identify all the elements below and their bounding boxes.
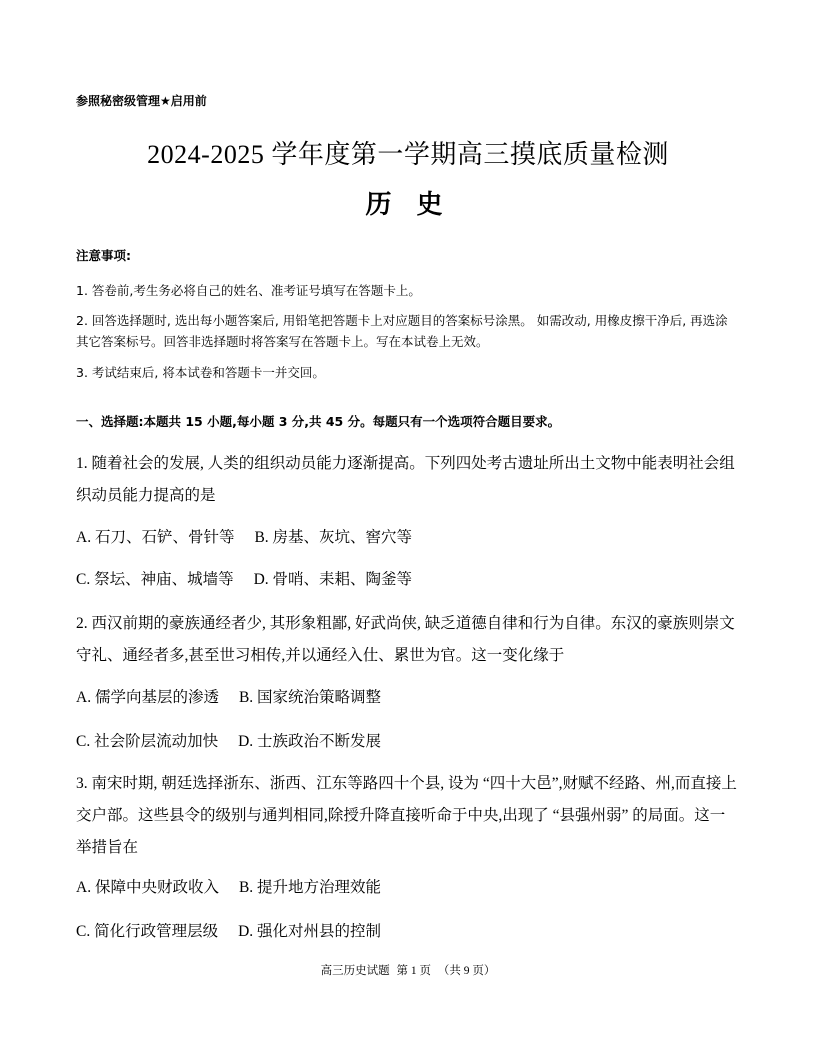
subject-title: 历 史	[365, 190, 451, 220]
question-3-option-b: B. 提升地方治理效能	[238, 879, 382, 896]
footer-page-number: 第 1 页	[396, 965, 431, 977]
question-2-option-d: D. 士族政治不断发展	[238, 733, 382, 750]
question-1-options-row-1	[76, 528, 412, 548]
question-3-options-row-2	[76, 922, 381, 942]
page-footer	[0, 962, 816, 978]
question-3-option-c: C. 简化行政管理层级	[76, 923, 219, 940]
question-2-stem: 2. 西汉前期的豪族通经者少, 其形象粗鄙, 好武尚侠, 缺乏道德自律和行为自律。东汉的豪族则崇文守礼、通经者多,甚至世习相传,并以通经入仕、累世为官。这一变化缘于	[76, 615, 735, 664]
question-2-option-b: B. 国家统治策略调整	[238, 689, 382, 706]
question-3-options-row-1	[76, 878, 381, 898]
confidentiality-label: 参照秘密级管理★启用前	[76, 94, 207, 108]
footer-subject-label: 高三历史试题	[320, 965, 390, 977]
footer-total-pages: （共 9 页）	[437, 965, 496, 977]
section-heading: 一、选择题:本题共 15 小题,每小题 3 分,共 45 分。每题只有一个选项符合题目要求。	[76, 414, 561, 429]
notice-item-2: 2. 回答选择题时, 选出每小题答案后, 用铅笔把答题卡上对应题目的答案标号涂黑。 如需改动, 用橡皮擦干净后, 再选涂其它答案标号。回答非选择题时将答案写在答题卡上。写在本试卷上无效。	[76, 313, 728, 349]
question-2-option-c: C. 社会阶层流动加快	[76, 733, 219, 750]
question-1-stem: 1. 随着社会的发展, 人类的组织动员能力逐渐提高。下列四处考古遗址所出土文物中能表明社会组织动员能力提高的是	[76, 455, 735, 504]
question-3-stem: 3. 南宋时期, 朝廷选择浙东、浙西、江东等路四十个县, 设为 “四十大邑”,财赋不经路、州,而直接上交户部。这些县令的级别与通判相同,除授升降直接听命于中央,出现了 “县强州弱” 的局面。这一举措旨在	[76, 775, 737, 856]
question-1-options-row-2	[76, 570, 412, 590]
question-2-options-row-2	[76, 732, 381, 752]
question-1-option-b: B. 房基、灰坑、窖穴等	[254, 529, 413, 546]
notice-item-3: 3. 考试结束后, 将本试卷和答题卡一并交回。	[76, 365, 325, 380]
question-1-option-a: A. 石刀、石铲、骨针等	[76, 529, 235, 546]
exam-title: 2024-2025 学年度第一学期高三摸底质量检测	[147, 140, 669, 169]
notice-title: 注意事项:	[76, 248, 131, 263]
question-3-option-d: D. 强化对州县的控制	[238, 923, 382, 940]
question-2-options-row-1	[76, 688, 381, 708]
question-1-option-d: D. 骨哨、耒耜、陶釜等	[253, 571, 413, 588]
question-1-option-c: C. 祭坛、神庙、城墙等	[76, 571, 234, 588]
notice-item-1: 1. 答卷前,考生务必将自己的姓名、准考证号填写在答题卡上。	[76, 283, 421, 298]
question-2-option-a: A. 儒学向基层的渗透	[76, 689, 219, 706]
question-3-option-a: A. 保障中央财政收入	[76, 879, 219, 896]
